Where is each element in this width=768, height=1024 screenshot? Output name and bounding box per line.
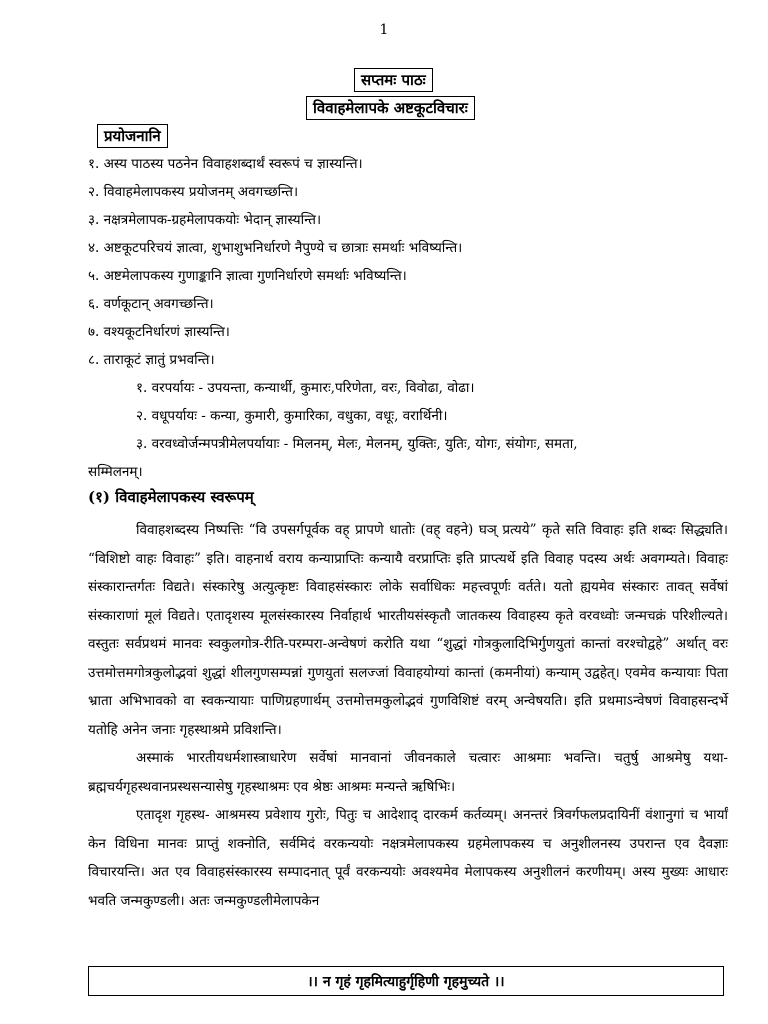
synonyms-block <box>88 374 728 486</box>
section-heading: (१) विवाहमेलापकस्य स्वरूपम् <box>88 488 254 506</box>
objective-item: ४. अष्टकूटपरिचयं ज्ञात्वा, शुभाशुभनिर्धारणे नैपुण्ये च छात्राः समर्थाः भविष्यन्ति। <box>88 240 463 256</box>
paragraph: अस्माकं भारतीयधर्मशास्त्राधारेण सर्वेषां मानवानां जीवनकाले चत्वारः आश्रमाः भवन्ति। चतुर्षु आश्रमेषु यथा- ब्रह्मचर्यगृहस्थवानप्रस्थसन्यासेषु गृहस्थाश्रमः एव श्रेष्ठः आश्रमः मन्यन्ते ऋषिभिः। <box>88 750 728 795</box>
paragraph: विवाहशब्दस्य निष्पत्तिः “वि उपसर्गपूर्वक वह् प्रापणे धातोः (वह् वहने) घञ् प्रत्यये” कृते सति विवाहः इति शब्दः सिद्ध्यति। “विशिष्टो वाहः विवाहः” इति। वाहनार्थ वराय कन्याप्राप्तिः कन्यायै वरप्राप्तिः इति प्राप्त्यर्थे इति विवाह पदस्य अर्थः अवगम्यते। विवाहः संस्कारान्तर्गतः विद्यते। संस्कारेषु अत्युत्कृष्टः विवाहसंस्कारः लोके सर्वाधिकः महत्त्वपूर्णः वर्तते। यतो ह्ययमेव संस्कारः तावत् सर्वेषां संस्काराणां मूलं विद्यते। एतादृशस्य मूलसंस्कारस्य निर्वाहार्थ भारतीयसंस्कृतौ जातकस्य विवाहस्य कृते वरवध्वोः जन्मचक्रं परिशील्यते। वस्तुतः सर्वप्रथमं मानवः स्वकुलगोत्र-रीति-परम्परा-अन्वेषणं करोति यथा “शुद्धां गोत्रकुलादिभिर्गुणयुतां कान्तां वरश्चोद्वहे” अर्थात् वरः उत्तमोत्तमगोत्रकुलोद्भवां शुद्धां शीलगुणसम्पन्नां गुणयुतां सलज्जां विवाहयोग्यां कान्तां (कमनीयां) कन्याम् उद्वहेत्। एवमेव कन्यायाः पिता भ्राता अभिभावको वा स्वकन्यायाः पाणिग्रहणार्थम् उत्तमोत्तमकुलोद्भवं गुणविशिष्टं वरम् अन्वेषयति। इति प्रथमाऽन्वेषणं विवाहसन्दर्भे यतोहि अनेन जनाः गृहस्थाश्रमे प्रविशन्ति। <box>88 522 728 738</box>
objective-item: ३. नक्षत्रमेलापक-ग्रहमेलापकयोः भेदान् ज्ञास्यन्ति। <box>88 212 322 228</box>
synonym-matching: ३. वरवध्वोर्जन्मपत्रीमेलपर्यायाः - मिलनम्, मेलः, मेलनम्, युक्तिः, युतिः, योगः, संयोगः, समता, <box>136 436 578 452</box>
synonym-groom: १. वरपर्यायः - उपयन्ता, कन्यार्थी, कुमारः,परिणेता, वरः, विवोढा, वोढा। <box>136 380 475 396</box>
objective-item: ८. ताराकूटं ज्ञातुं प्रभवन्ति। <box>88 352 215 368</box>
objectives-heading: प्रयोजनानि <box>97 124 168 148</box>
paragraph: एतादृश गृहस्थ- आश्रमस्य प्रवेशाय गुरोः, पितुः च आदेशाद् दारकर्म कर्तव्यम्। अनन्तरं त्रिवर्गफलप्रदायिनीं वंशानुगां च भार्यां केन विधिना मानवः प्राप्तुं शक्नोति, सर्वमिदं वरकन्ययोः नक्षत्रमेलापकस्य ग्रहमेलापकस्य च अनुशीलनस्य उपरान्त एव दैवज्ञाः विचारयन्ति। अत एव विवाहसंस्कारस्य सम्पादनात् पूर्वं वरकन्ययोः अवश्यमेव मेलापकस्य अनुशीलनं करणीयम्। अस्य मुख्यः आधारः भवति जन्मकुण्डली। अतः जन्मकुण्डलीमेलापकेन <box>88 807 728 909</box>
objective-item: २. विवाहमेलापकस्य प्रयोजनम् अवगच्छन्ति। <box>88 184 299 200</box>
lesson-label: सप्तमः पाठः <box>354 68 433 92</box>
body-text <box>88 516 728 915</box>
objective-item: ६. वर्णकूटान् अवगच्छन्ति। <box>88 296 214 312</box>
synonym-matching-continued: सम्मिलनम्। <box>88 464 143 480</box>
lesson-title: विवाहमेलापके अष्टकूटविचारः <box>306 96 475 120</box>
objective-item: ७. वश्यकूटनिर्धारणं ज्ञास्यन्ति। <box>88 324 230 340</box>
footer-quote: ।। न गृहं गृहमित्याहुर्गृहिणी गृहमुच्यते ।। <box>88 966 724 996</box>
objective-item: १. अस्य पाठस्य पठनेन विवाहशब्दार्थं स्वरूपं च ज्ञास्यन्ति। <box>88 156 363 172</box>
synonym-bride: २. वधूपर्यायः - कन्या, कुमारी, कुमारिका, वधुका, वधूः, वरार्थिनी। <box>136 408 448 424</box>
page-number: 1 <box>379 22 389 38</box>
objectives-list <box>88 150 728 374</box>
objective-item: ५. अष्टमेलापकस्य गुणाङ्कानि ज्ञात्वा गुणनिर्धारणे समर्थाः भविष्यन्ति। <box>88 268 407 284</box>
